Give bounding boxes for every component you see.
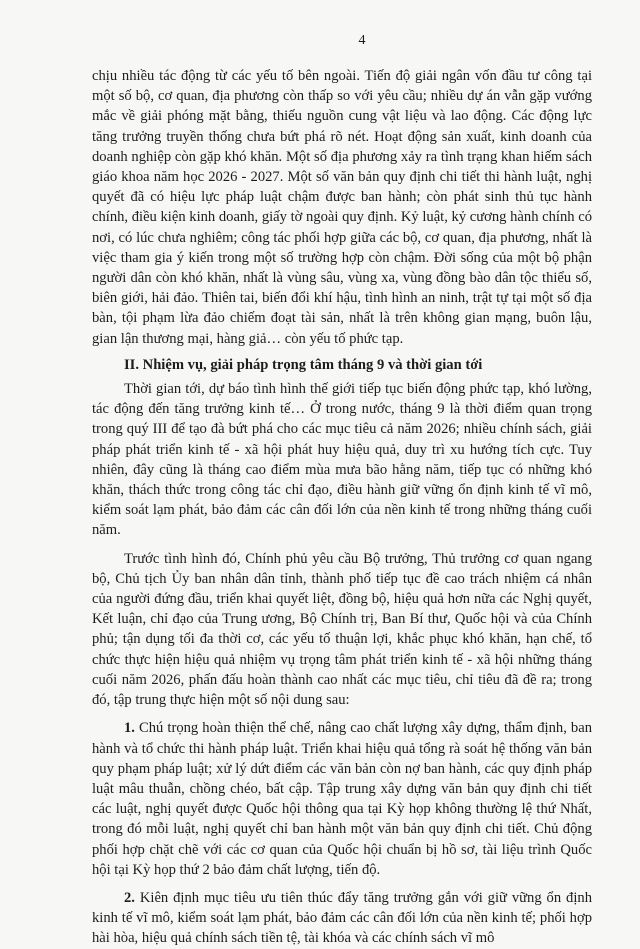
- item-number: 1.: [124, 720, 135, 737]
- item-text: Chú trọng hoàn thiện thể chế, nâng cao chất lượng xây dựng, thẩm định, ban hành và tổ chức thi hành pháp luật. Triển khai hiệu quả tổng rà soát hệ thống văn bản quy phạm pháp luật; xử lý dứt điểm các văn bản còn nợ ban hành, các quy định pháp luật mâu thuẫn, chồng chéo, bất cập. Tập trung xây dựng văn bản quy định chi tiết các luật, nghị quyết được Quốc hội thông qua tại Kỳ họp không thường lệ thứ Nhất, trong đó mỗi luật, nghị quyết chỉ ban hành một văn bản quy định chi tiết. Chủ động phối hợp chặt chẽ với các cơ quan của Quốc hội chuẩn bị hồ sơ, tài liệu trình Quốc hội tại Kỳ họp thứ 2 bảo đảm chất lượng, tiến độ.: [92, 720, 592, 878]
- list-item-2: [92, 888, 592, 949]
- item-text: Kiên định mục tiêu ưu tiên thúc đẩy tăng trưởng gắn với giữ vững ổn định kinh tế vĩ mô, kiểm soát lạm phát, bảo đảm các cân đối lớn của nền kinh tế; phối hợp hài hòa, hiệu quả chính sách tiền tệ, tài khóa và các chính sách vĩ mô: [92, 889, 592, 947]
- paragraph-outlook: Thời gian tới, dự báo tình hình thế giới tiếp tục biến động phức tạp, khó lường, tác động đến tăng trưởng kinh tế… Ở trong nước, tháng 9 là thời điểm quan trọng trong quý III để tạo đà bứt phá cho các mục tiêu cả năm 2026; nhiều chính sách, giải pháp phát triển kinh tế - xã hội phát huy hiệu quả, duy trì xu hướng tích cực. Tuy nhiên, đây cũng là tháng cao điểm mùa mưa bão hằng năm, tiếp tục có những khó khăn, thách thức trong công tác chỉ đạo, điều hành giữ vững ổn định kinh tế vĩ mô, kiểm soát lạm phát, bảo đảm các cân đối lớn của nền kinh tế trong những tháng cuối năm.: [92, 381, 592, 539]
- page-number: 4: [358, 33, 366, 48]
- item-number: 2.: [124, 889, 135, 906]
- list-item-1: [92, 718, 592, 880]
- section-heading: II. Nhiệm vụ, giải pháp trọng tâm tháng 9 và thời gian tới: [124, 356, 483, 373]
- paragraph-government-request: Trước tình hình đó, Chính phủ yêu cầu Bộ trưởng, Thủ trưởng cơ quan ngang bộ, Chủ tịch Ủy ban nhân dân tỉnh, thành phố tiếp tục đề cao trách nhiệm cá nhân của người đứng đầu, triển khai quyết liệt, đồng bộ, hiệu quả hơn nữa các Nghị quyết, Kết luận, chỉ đạo của Trung ương, Bộ Chính trị, Ban Bí thư, Quốc hội và của Chính phủ; tận dụng tối đa thời cơ, các yếu tố thuận lợi, khắc phục khó khăn, hạn chế, tổ chức thực hiện hiệu quả nhiệm vụ trọng tâm phát triển kinh tế - xã hội những tháng cuối năm 2026, phấn đấu hoàn thành cao nhất các mục tiêu, chỉ tiêu đã đề ra; trong đó, tập trung thực hiện một số nội dung sau:: [92, 550, 592, 709]
- paragraph-challenges: chịu nhiều tác động từ các yếu tố bên ngoài. Tiến độ giải ngân vốn đầu tư công tại một số bộ, cơ quan, địa phương còn thấp so với yêu cầu; nhiều dự án vẫn gặp vướng mắc về giải phóng mặt bằng, thiếu nguồn cung vật liệu và lao động. Các động lực tăng trưởng truyền thống chưa bứt phá rõ nét. Hoạt động sản xuất, kinh doanh của doanh nghiệp còn gặp khó khăn. Một số địa phương xảy ra tình trạng khan hiếm sách giáo khoa năm học 2026 - 2027. Một số văn bản quy định chi tiết thi hành luật, nghị quyết đã có hiệu lực pháp luật chậm được ban hành; còn phát sinh thủ tục hành chính, điều kiện kinh doanh, giấy tờ ngoài quy định. Kỷ luật, kỷ cương hành chính có nơi, có lúc chưa nghiêm; công tác phối hợp giữa các bộ, cơ quan, địa phương, nhất là việc tham gia ý kiến trong một số trường hợp còn chậm. Đời sống của một bộ phận người dân còn khó khăn, nhất là vùng sâu, vùng xa, vùng đồng bào dân tộc thiểu số, biên giới, hải đảo. Thiên tai, biến đổi khí hậu, tình hình an ninh, trật tự tại một số địa bàn, tội phạm lừa đảo chiếm đoạt tài sản, nhất là trên không gian mạng, buôn lậu, gian lận thương mại, hàng giả… còn yếu tố phức tạp.: [92, 68, 592, 347]
